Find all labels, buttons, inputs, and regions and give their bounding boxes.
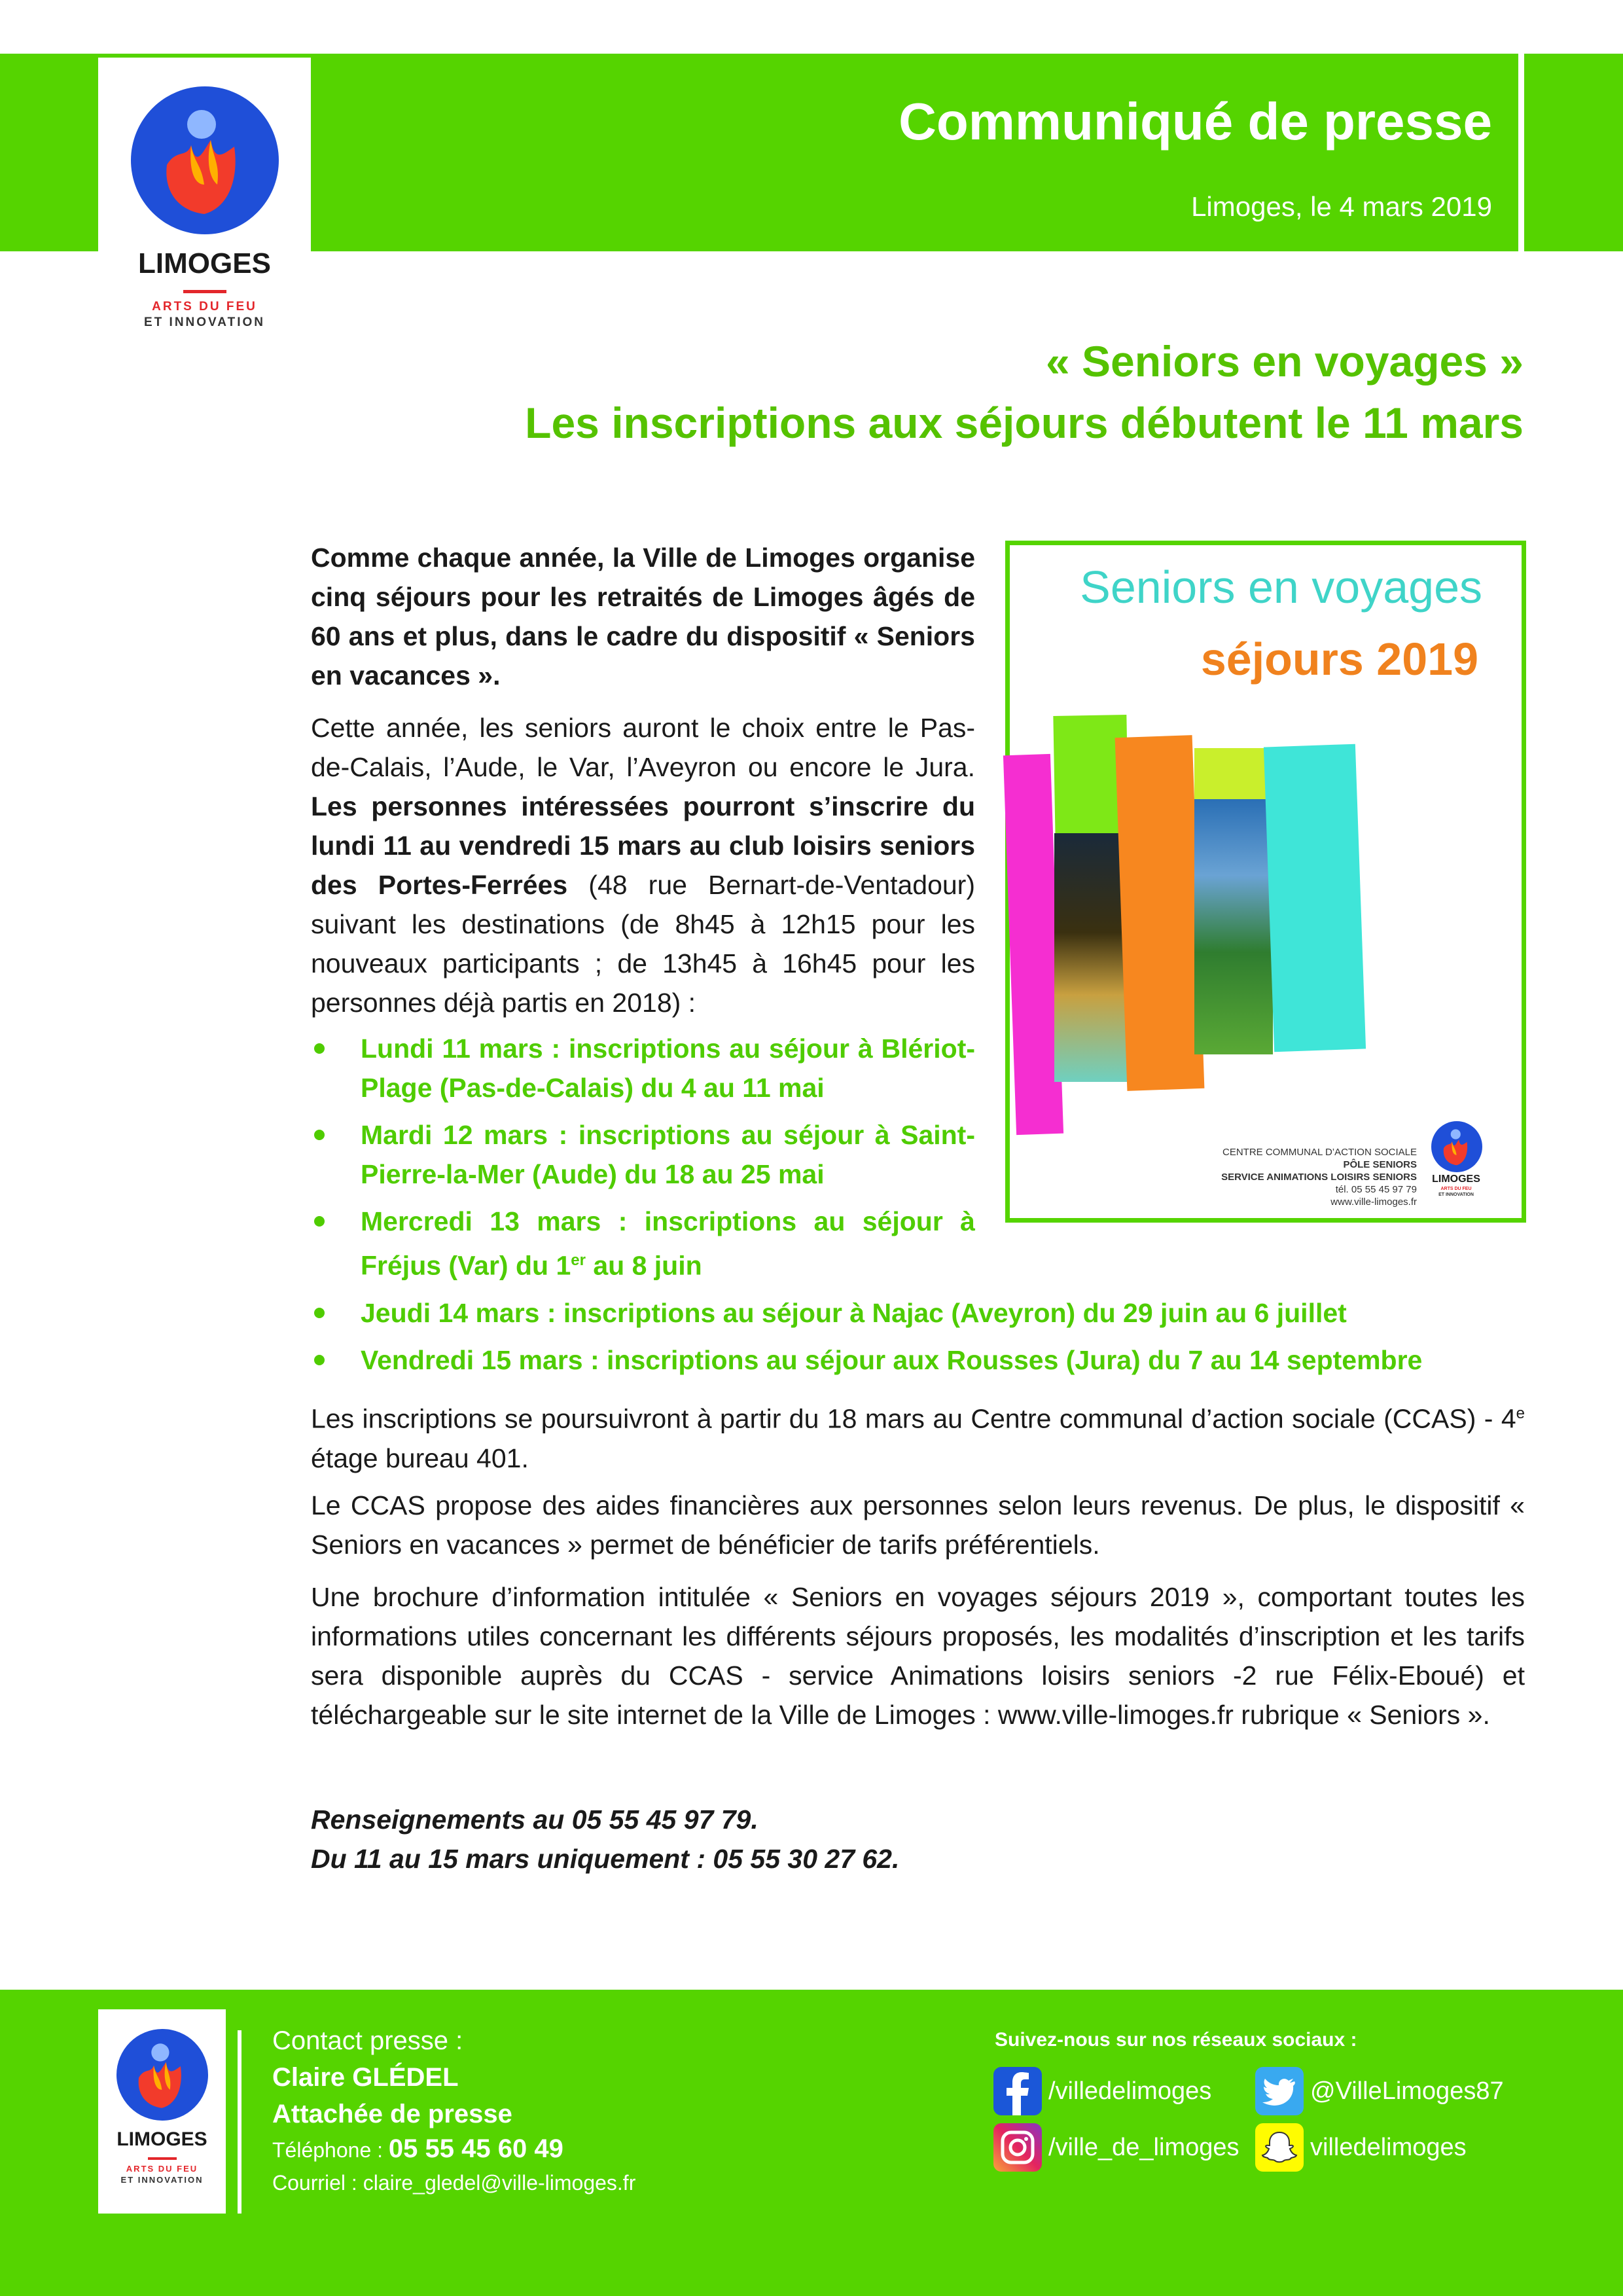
para2-text-c: (48 rue Bernart-de-Ventadour) suivant les destinations (de 8h45 à 12h15 pour les nouveaux participants ; de 13h45 à 16h45 pour les personnes déjà partis en 2018) : xyxy=(311,870,975,1018)
bullet-icon xyxy=(314,1308,325,1318)
list-item: Jeudi 14 mars : inscriptions au séjour à Najac (Aveyron) du 29 juin au 6 juillet xyxy=(311,1293,1525,1333)
para2-text-a: Cette année, les seniors auront le choix entre le Pas-de-Calais, l’Aude, le Var, l’Aveyron ou encore le Jura. xyxy=(311,713,975,782)
intro-paragraph: Comme chaque année, la Ville de Limoges organise cinq séjours pour les retraités de Limoges âgés de 60 ans et plus, dans le cadre du dispositif « Seniors en vacances ». xyxy=(311,543,975,691)
logo-name: LIMOGES xyxy=(138,247,271,279)
instagram-link[interactable]: /ville_de_limoges xyxy=(993,2123,1240,2172)
facebook-icon xyxy=(993,2067,1042,2115)
contact-role: Attachée de presse xyxy=(272,2100,512,2128)
snapchat-link[interactable]: villedelimoges xyxy=(1255,2123,1467,2172)
list-item: Vendredi 15 mars : inscriptions au séjour aux Rousses (Jura) du 7 au 14 septembre xyxy=(311,1340,1525,1380)
contact-email[interactable]: Courriel : claire_gledel@ville-limoges.fr xyxy=(272,2171,636,2195)
contact-name: Claire GLÉDEL xyxy=(272,2063,459,2092)
body-paragraph-3: Les inscriptions se poursuivront à partir du 18 mars au Centre communal d’action sociale (CCAS) - 4e étage bureau 401. xyxy=(311,1403,1525,1473)
flame-icon xyxy=(131,86,279,234)
twitter-icon xyxy=(1255,2067,1304,2115)
logo-circle-icon xyxy=(1431,1121,1482,1172)
flame-icon xyxy=(1431,1121,1482,1172)
twitter-link[interactable]: @VilleLimoges87 xyxy=(1255,2067,1504,2115)
footer-logo: LIMOGES ARTS DU FEU ET INNOVATION xyxy=(98,2009,226,2214)
body-paragraph-4: Le CCAS propose des aides financières aux personnes selon leurs revenus. De plus, le dispositif « Seniors en vacances » permet de bénéficier de tarifs préférentiels. xyxy=(311,1490,1525,1560)
body-paragraph-5: Une brochure d’information intitulée « Seniors en voyages séjours 2019 », comportant toutes les informations utiles concernant les différents séjours proposés, les modalités d’inscription et les tarifs sera disponible auprès du CCAS - service Animations loisirs seniors -2 rue Félix-Eboué) et téléchargeable sur le site internet de la Ville de Limoges : www.ville-limoges.fr rubrique « Seniors ». xyxy=(311,1582,1525,1730)
logo-name: LIMOGES xyxy=(116,2128,207,2150)
list-item: Mardi 12 mars : inscriptions au séjour à Saint-Pierre-la-Mer (Aude) du 18 au 25 mai xyxy=(311,1115,975,1194)
headline-line-1: « Seniors en voyages » xyxy=(1045,337,1524,386)
instagram-icon xyxy=(993,2123,1042,2172)
headline-line-2: Les inscriptions aux séjours débutent le 11 mars xyxy=(525,399,1524,447)
press-contact xyxy=(272,2022,635,2199)
brochure-stripe-turquoise xyxy=(1264,744,1366,1052)
bullet-icon xyxy=(314,1355,325,1365)
page-title: Communiqué de presse xyxy=(899,92,1492,151)
brochure-title: Seniors en voyages xyxy=(1080,562,1482,613)
brochure-stripe-orange xyxy=(1115,735,1205,1091)
bullet-icon xyxy=(314,1043,325,1054)
flame-icon xyxy=(116,2029,208,2121)
contact-phone[interactable]: 05 55 45 60 49 xyxy=(388,2134,563,2163)
logo-dash xyxy=(148,2157,177,2160)
brochure-photo-pool xyxy=(1054,833,1128,1082)
info-block xyxy=(311,1800,1525,1878)
info-line-2: Du 11 au 15 mars uniquement : 05 55 30 27 62. xyxy=(311,1844,900,1874)
limoges-logo xyxy=(98,58,311,340)
bullet-icon xyxy=(314,1216,325,1227)
list-item: Lundi 11 mars : inscriptions au séjour à Blériot-Plage (Pas-de-Calais) du 4 au 11 mai xyxy=(311,1029,975,1107)
brochure-subtitle: séjours 2019 xyxy=(1200,634,1478,685)
brochure-stripe-lime xyxy=(1194,748,1273,800)
press-date: Limoges, le 4 mars 2019 xyxy=(1191,191,1492,222)
logo-tagline-1: ARTS DU FEU xyxy=(152,300,257,314)
brochure-cover xyxy=(1005,541,1526,1223)
body-paragraph-2 xyxy=(311,708,975,1022)
header-divider xyxy=(1518,54,1524,251)
facebook-link[interactable]: /villedelimoges xyxy=(993,2067,1211,2115)
bullet-icon xyxy=(314,1130,325,1140)
info-line-1: Renseignements au 05 55 45 97 79. xyxy=(311,1804,758,1835)
contact-phone-line: Téléphone : 05 55 45 60 49 xyxy=(272,2134,563,2163)
contact-label: Contact presse : xyxy=(272,2026,463,2055)
logo-circle-icon xyxy=(131,86,279,234)
logo-circle-icon xyxy=(116,2029,208,2121)
para2-text-bold: Les personnes intéressées pourront s’inscrire du lundi 11 au vendredi 15 mars au club loisirs seniors des Portes-Ferrées xyxy=(311,791,975,900)
brochure-logo: LIMOGES ARTS DU FEU ET INNOVATION xyxy=(1423,1121,1489,1219)
brochure-photo-garden xyxy=(1194,799,1273,1054)
social-title: Suivez-nous sur nos réseaux sociaux : xyxy=(995,2029,1357,2051)
footer-divider xyxy=(238,2030,241,2214)
logo-tagline-2: ET INNOVATION xyxy=(143,315,266,329)
brochure-footer: CENTRE COMMUNAL D’ACTION SOCIALE PÔLE SENIORS SERVICE ANIMATIONS LOISIRS SENIORS tél. 05 55 45 97 79 www.ville-limoges.fr xyxy=(1221,1147,1417,1208)
logo-dash xyxy=(183,290,226,293)
headline xyxy=(525,331,1524,454)
snapchat-icon xyxy=(1255,2123,1304,2172)
list-item: Mercredi 13 mars : inscriptions au séjour à Fréjus (Var) du 1er au 8 juin xyxy=(311,1202,975,1285)
